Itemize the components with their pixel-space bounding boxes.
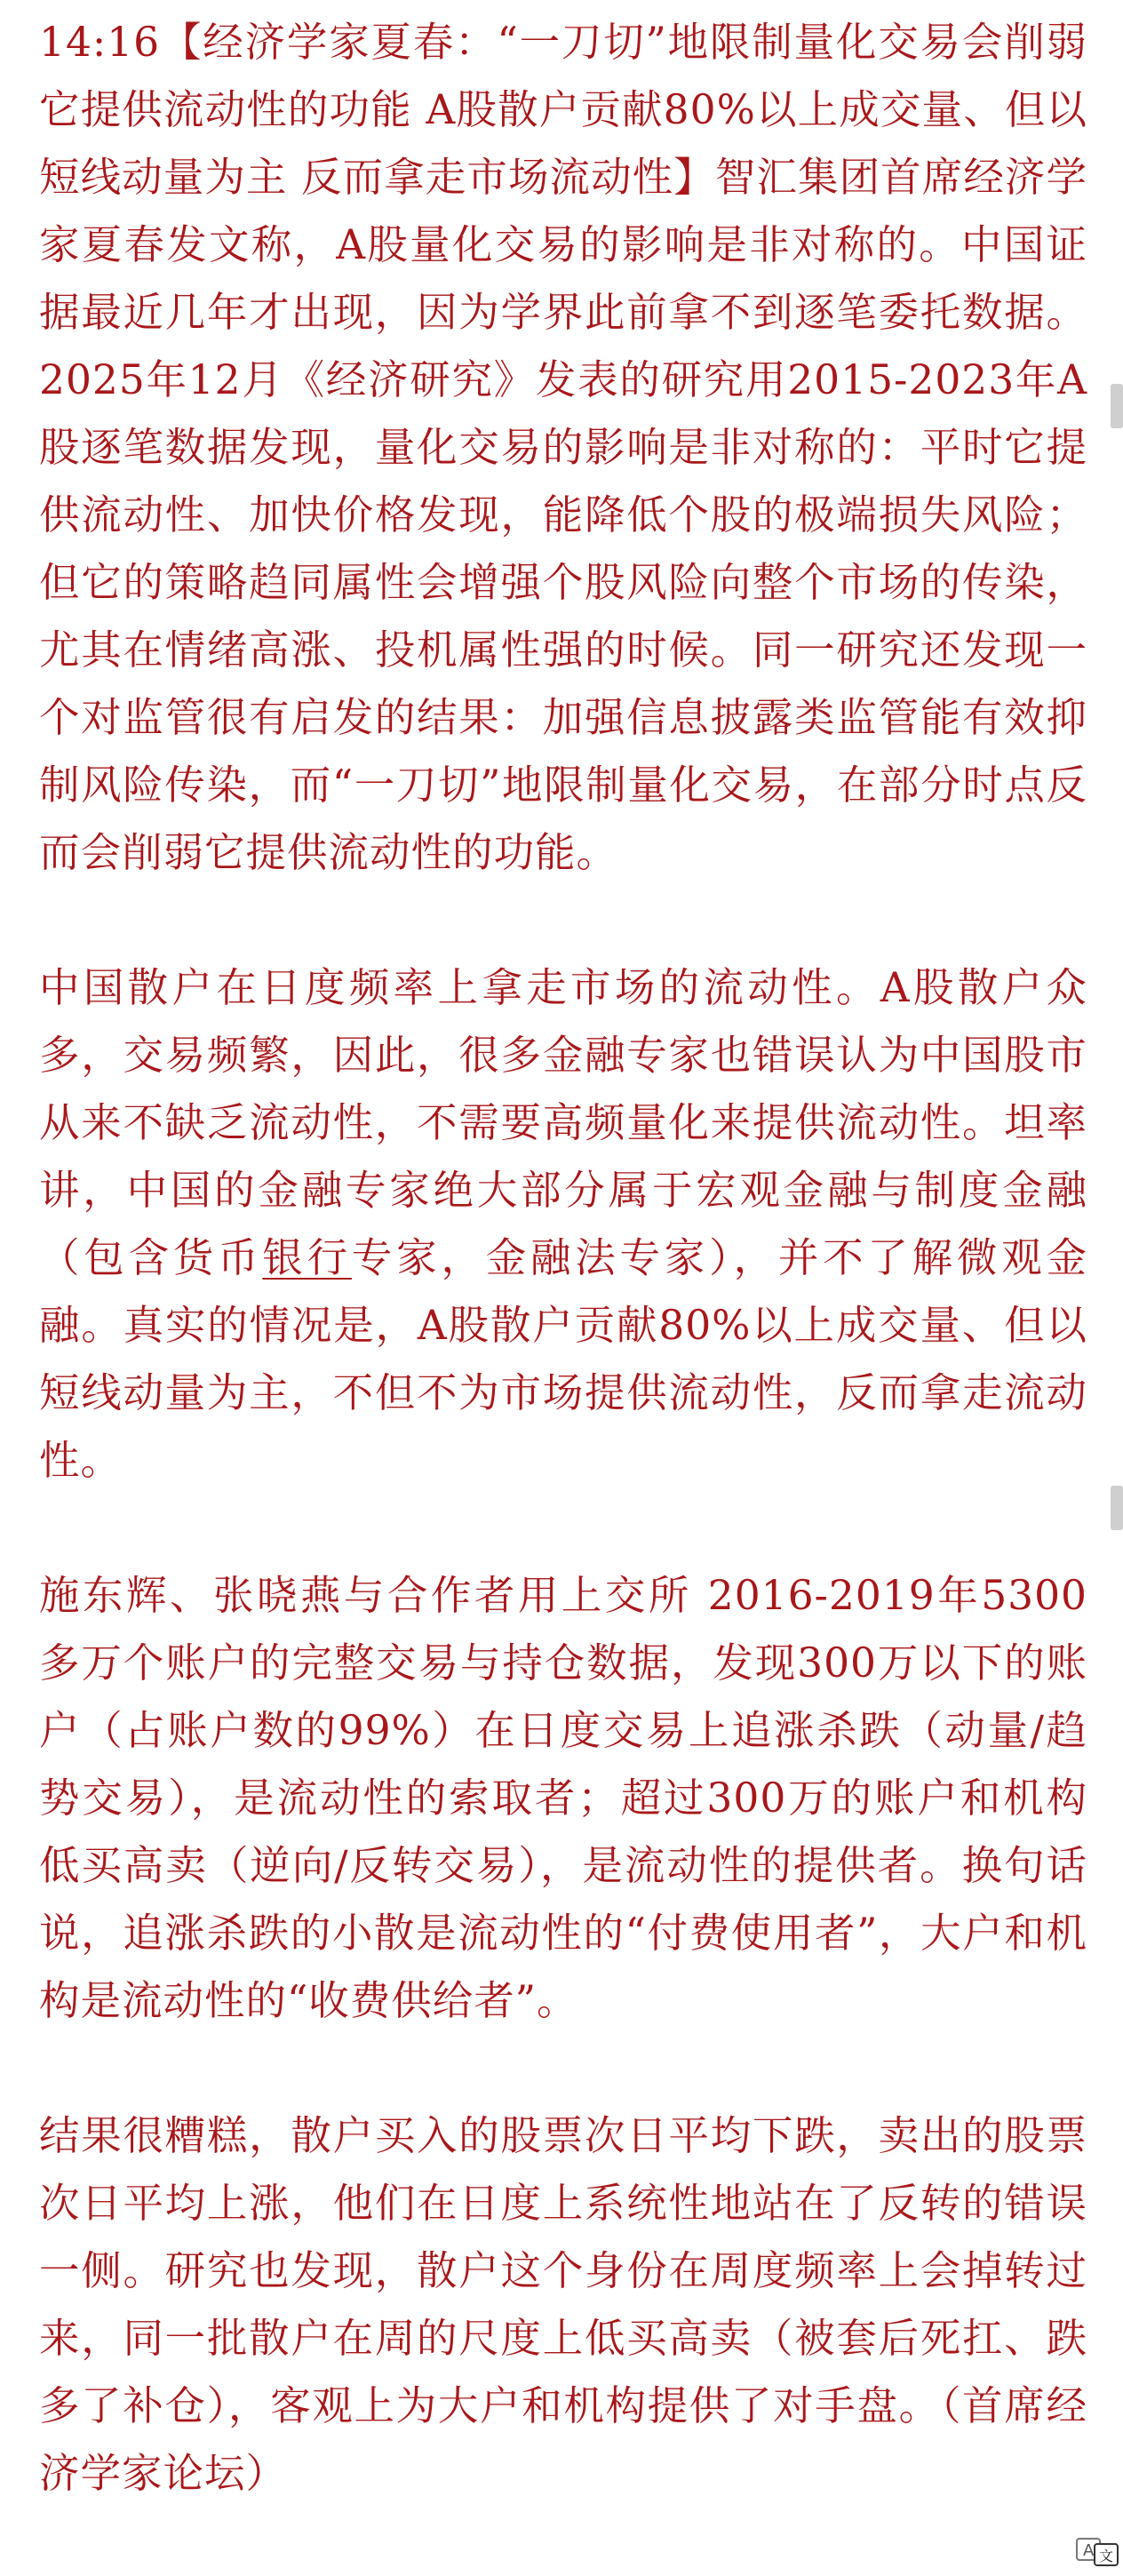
article-body [39, 9, 1087, 2508]
paragraph-account-study: 施东辉、张晓燕与合作者用上交所 2016-2019年5300多万个账户的完整交易与持仓数据，发现300万以下的账户（占账户数的99%）在日度交易上追涨杀跌（动量/趋势交易），是流动性的索取者；超过300万的账户和机构低买高卖（逆向/反转交易），是流动性的提供者。换句话说，追涨杀跌的小散是流动性的“付费使用者”，大户和机构是流动性的“收费供给者”。 [39, 1572, 1087, 2024]
svg-text:A: A [1083, 2541, 1095, 2560]
scrollbar-thumb[interactable] [1111, 1486, 1123, 1530]
paragraph-results: 结果很糟糕，散户买入的股票次日平均下跌，卖出的股票次日平均上涨，他们在日度上系统性地站在了反转的错误一侧。研究也发现，散户这个身份在周度频率上会掉转过来，同一批散户在周的尺度上低买高卖（被套后死扛、跌多了补仓），客观上为大户和机构提供了对手盘。（首席经济学家论坛） [39, 2112, 1087, 2497]
paragraph-text: 中国散户在日度频率上拿走市场的流动性。A股散户众多，交易频繁，因此，很多金融专家也错误认为中国股市从来不缺乏流动性，不需要高频量化来提供流动性。坦率讲，中国的金融专家绝大部分属于宏观金融与制度金融（包含货币 [39, 964, 1087, 1281]
paragraph-retail-liquidity [39, 954, 1087, 1495]
scrollbar-thumb[interactable] [1111, 384, 1123, 428]
paragraph-quant-trading: 14:16【经济学家夏春：“一刀切”地限制量化交易会削弱它提供流动性的功能 A股散户贡献80%以上成交量、但以短线动量为主 反而拿走市场流动性】智汇集团首席经济学家夏春发文称，A股量化交易的影响是非对称的。中国证据最近几年才出现，因为学界此前拿不到逐笔委托数据。2025年12月《经济研究》发表的研究用2015-2023年A股逐笔数据发现，量化交易的影响是非对称的：平时它提供流动性、加快价格发现，能降低个股的极端损失风险；但它的策略趋同属性会增强个股风险向整个市场的传染，尤其在情绪高涨、投机属性强的时候。同一研究还发现一个对监管很有启发的结果：加强信息披露类监管能有效抑制风险传染，而“一刀切”地限制量化交易，在部分时点反而会削弱它提供流动性的功能。 [39, 19, 1087, 876]
bank-link[interactable]: 银行 [262, 1234, 352, 1281]
svg-text:文: 文 [1099, 2548, 1114, 2564]
translate-icon[interactable] [1075, 2533, 1121, 2569]
paragraph-text: 专家，金融法专家），并不了解微观金融。真实的情况是，A股散户贡献80%以上成交量、但以短线动量为主，不但不为市场提供流动性，反而拿走流动性。 [39, 1234, 1087, 1484]
